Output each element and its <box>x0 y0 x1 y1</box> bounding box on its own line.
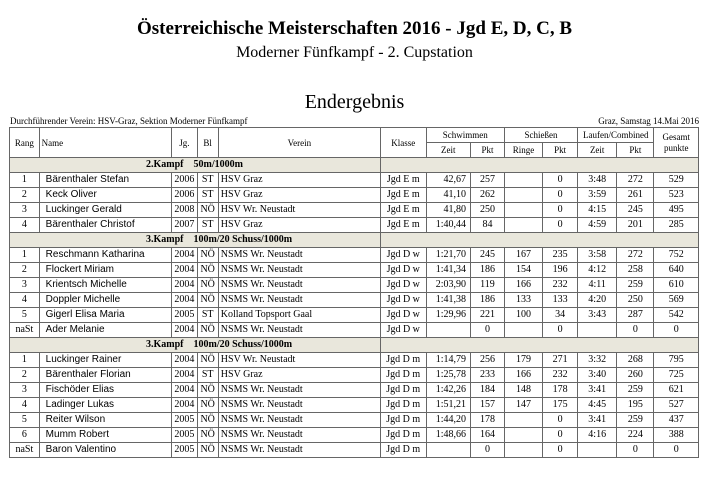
col-verein: Verein <box>218 128 380 158</box>
rank-cell: 5 <box>10 308 40 323</box>
class-cell: Jgd D m <box>380 413 426 428</box>
group-header-lead <box>10 233 381 248</box>
year-cell: 2005 <box>172 443 197 458</box>
state-cell: NÖ <box>197 278 218 293</box>
run-points-cell: 259 <box>617 383 654 398</box>
class-cell: Jgd D w <box>380 293 426 308</box>
swim-time-cell: 1:41,38 <box>426 293 471 308</box>
class-cell: Jgd D m <box>380 368 426 383</box>
club-cell: NSMS Wr. Neustadt <box>218 428 380 443</box>
rank-cell: 4 <box>10 218 40 233</box>
run-time-cell: 3:32 <box>578 353 617 368</box>
shoot-rings-cell <box>504 203 542 218</box>
name-cell: Flockert Miriam <box>39 263 171 278</box>
run-points-cell: 259 <box>617 413 654 428</box>
swim-points-cell: 245 <box>471 248 505 263</box>
page-subtitle: Moderner Fünfkampf - 2. Cupstation <box>236 44 473 61</box>
table-row <box>10 218 699 233</box>
total-points-cell: 529 <box>654 173 699 188</box>
class-cell: Jgd D m <box>380 443 426 458</box>
shoot-rings-cell <box>504 323 542 338</box>
table-row <box>10 353 699 368</box>
swim-points-cell: 186 <box>471 293 505 308</box>
class-cell: Jgd D m <box>380 383 426 398</box>
year-cell: 2004 <box>172 263 197 278</box>
shoot-rings-cell: 148 <box>504 383 542 398</box>
rank-cell: naSt <box>10 443 40 458</box>
table-row <box>10 248 699 263</box>
table-row <box>10 443 699 458</box>
shoot-rings-cell: 166 <box>504 368 542 383</box>
total-points-cell: 527 <box>654 398 699 413</box>
table-row <box>10 413 699 428</box>
run-time-cell <box>578 323 617 338</box>
swim-time-cell: 1:29,96 <box>426 308 471 323</box>
table-row <box>10 308 699 323</box>
year-cell: 2005 <box>172 308 197 323</box>
swim-time-cell: 41,10 <box>426 188 471 203</box>
run-points-cell: 268 <box>617 353 654 368</box>
name-cell: Baron Valentino <box>39 443 171 458</box>
class-cell: Jgd D w <box>380 323 426 338</box>
name-cell: Luckinger Rainer <box>39 353 171 368</box>
total-points-cell: 752 <box>654 248 699 263</box>
shoot-rings-cell <box>504 428 542 443</box>
col-bl: Bl <box>197 128 218 158</box>
total-points-cell: 523 <box>654 188 699 203</box>
swim-points-cell: 262 <box>471 188 505 203</box>
shoot-points-cell: 0 <box>543 188 578 203</box>
swim-time-cell: 2:03,90 <box>426 278 471 293</box>
table-row <box>10 428 699 443</box>
page-title: Österreichische Meisterschaften 2016 - Jgd E, D, C, B <box>137 18 572 39</box>
run-points-cell: 260 <box>617 368 654 383</box>
club-cell: HSV Graz <box>218 188 380 203</box>
class-cell: Jgd E m <box>380 218 426 233</box>
table-row <box>10 398 699 413</box>
shoot-points-cell: 0 <box>543 218 578 233</box>
results-table <box>9 127 699 458</box>
shoot-points-cell: 0 <box>543 203 578 218</box>
club-cell: NSMS Wr. Neustadt <box>218 383 380 398</box>
rank-cell: 3 <box>10 203 40 218</box>
class-cell: Jgd D w <box>380 263 426 278</box>
table-body <box>10 158 699 458</box>
group-description: 50m/1000m <box>193 159 243 170</box>
shoot-points-cell: 0 <box>543 173 578 188</box>
run-time-cell: 3:59 <box>578 188 617 203</box>
year-cell: 2005 <box>172 428 197 443</box>
rank-cell: 4 <box>10 398 40 413</box>
year-cell: 2004 <box>172 248 197 263</box>
col-schiessen: Schießen <box>504 128 577 143</box>
shoot-rings-cell: 154 <box>504 263 542 278</box>
swim-points-cell: 84 <box>471 218 505 233</box>
run-points-cell: 258 <box>617 263 654 278</box>
total-points-cell: 285 <box>654 218 699 233</box>
total-points-cell: 437 <box>654 413 699 428</box>
name-cell: Ader Melanie <box>39 323 171 338</box>
swim-points-cell: 221 <box>471 308 505 323</box>
run-time-cell: 4:16 <box>578 428 617 443</box>
table-row <box>10 278 699 293</box>
state-cell: ST <box>197 308 218 323</box>
club-cell: NSMS Wr. Neustadt <box>218 443 380 458</box>
state-cell: NÖ <box>197 443 218 458</box>
state-cell: ST <box>197 368 218 383</box>
group-description: 100m/20 Schuss/1000m <box>193 234 293 245</box>
club-cell: NSMS Wr. Neustadt <box>218 248 380 263</box>
state-cell: NÖ <box>197 398 218 413</box>
run-points-cell: 195 <box>617 398 654 413</box>
col-laufen: Laufen/Combined <box>578 128 654 143</box>
run-time-cell: 3:48 <box>578 173 617 188</box>
rank-cell: 2 <box>10 188 40 203</box>
swim-points-cell: 233 <box>471 368 505 383</box>
rank-cell: 3 <box>10 278 40 293</box>
total-points-cell: 621 <box>654 383 699 398</box>
total-points-cell: 640 <box>654 263 699 278</box>
run-time-cell: 3:41 <box>578 413 617 428</box>
state-cell: NÖ <box>197 263 218 278</box>
rank-cell: 6 <box>10 428 40 443</box>
group-header-lead <box>10 338 381 353</box>
name-cell: Reiter Wilson <box>39 413 171 428</box>
shoot-rings-cell: 133 <box>504 293 542 308</box>
total-points-cell: 0 <box>654 323 699 338</box>
name-cell: Reschmann Katharina <box>39 248 171 263</box>
table-row <box>10 263 699 278</box>
shoot-rings-cell <box>504 173 542 188</box>
year-cell: 2004 <box>172 353 197 368</box>
total-points-cell: 542 <box>654 308 699 323</box>
club-cell: NSMS Wr. Neustadt <box>218 398 380 413</box>
group-header-lead <box>10 158 381 173</box>
swim-time-cell: 1:48,66 <box>426 428 471 443</box>
table-row <box>10 383 699 398</box>
table-row <box>10 323 699 338</box>
shoot-points-cell: 0 <box>543 428 578 443</box>
state-cell: NÖ <box>197 293 218 308</box>
state-cell: NÖ <box>197 248 218 263</box>
state-cell: ST <box>197 188 218 203</box>
class-cell: Jgd D w <box>380 278 426 293</box>
club-cell: HSV Graz <box>218 218 380 233</box>
club-cell: NSMS Wr. Neustadt <box>218 293 380 308</box>
organizer-label: Durchführender Verein: HSV-Graz, Sektion Moderner Fünfkampf <box>10 116 248 126</box>
rank-cell: 5 <box>10 413 40 428</box>
group-header-row <box>10 233 699 248</box>
section-heading: Endergebnis <box>304 91 405 113</box>
shoot-rings-cell <box>504 443 542 458</box>
state-cell: NÖ <box>197 353 218 368</box>
swim-points-cell: 119 <box>471 278 505 293</box>
group-label: 3.Kampf <box>146 339 184 350</box>
state-cell: NÖ <box>197 413 218 428</box>
shoot-points-cell: 232 <box>543 278 578 293</box>
shoot-rings-cell: 100 <box>504 308 542 323</box>
total-points-cell: 495 <box>654 203 699 218</box>
name-cell: Bärenthaler Stefan <box>39 173 171 188</box>
table-header <box>10 128 699 158</box>
swim-points-cell: 257 <box>471 173 505 188</box>
class-cell: Jgd E m <box>380 203 426 218</box>
shoot-points-cell: 178 <box>543 383 578 398</box>
swim-points-cell: 164 <box>471 428 505 443</box>
rank-cell: 1 <box>10 353 40 368</box>
club-cell: NSMS Wr. Neustadt <box>218 263 380 278</box>
class-cell: Jgd D m <box>380 398 426 413</box>
swim-points-cell: 250 <box>471 203 505 218</box>
class-cell: Jgd E m <box>380 173 426 188</box>
state-cell: ST <box>197 173 218 188</box>
col-jg: Jg. <box>172 128 197 158</box>
class-cell: Jgd D w <box>380 248 426 263</box>
name-cell: Keck Oliver <box>39 188 171 203</box>
rank-cell: 4 <box>10 293 40 308</box>
name-cell: Ladinger Lukas <box>39 398 171 413</box>
shoot-points-cell: 0 <box>543 323 578 338</box>
swim-time-cell <box>426 443 471 458</box>
shoot-rings-cell: 166 <box>504 278 542 293</box>
table-row <box>10 203 699 218</box>
rank-cell: 2 <box>10 263 40 278</box>
swim-time-cell <box>426 323 471 338</box>
name-cell: Gigerl Elisa Maria <box>39 308 171 323</box>
total-points-cell: 610 <box>654 278 699 293</box>
col-schiessen-pkt: Pkt <box>543 143 578 158</box>
rank-cell: 3 <box>10 383 40 398</box>
shoot-points-cell: 235 <box>543 248 578 263</box>
run-points-cell: 0 <box>617 323 654 338</box>
run-points-cell: 272 <box>617 173 654 188</box>
group-header-fill <box>380 233 698 248</box>
club-cell: HSV Graz <box>218 368 380 383</box>
run-time-cell <box>578 443 617 458</box>
swim-time-cell: 1:25,78 <box>426 368 471 383</box>
table-row <box>10 173 699 188</box>
run-time-cell: 4:45 <box>578 398 617 413</box>
year-cell: 2005 <box>172 413 197 428</box>
col-name: Name <box>39 128 171 158</box>
name-cell: Mumm Robert <box>39 428 171 443</box>
state-cell: NÖ <box>197 323 218 338</box>
swim-points-cell: 184 <box>471 383 505 398</box>
run-time-cell: 3:40 <box>578 368 617 383</box>
group-header-fill <box>380 158 698 173</box>
total-points-cell: 795 <box>654 353 699 368</box>
swim-points-cell: 0 <box>471 443 505 458</box>
group-header-row <box>10 338 699 353</box>
swim-points-cell: 186 <box>471 263 505 278</box>
year-cell: 2008 <box>172 203 197 218</box>
group-label: 2.Kampf <box>146 159 184 170</box>
run-time-cell: 4:20 <box>578 293 617 308</box>
club-cell: HSV Graz <box>218 173 380 188</box>
col-gesamt: Gesamt punkte <box>654 128 699 158</box>
class-cell: Jgd E m <box>380 188 426 203</box>
name-cell: Krientsch Michelle <box>39 278 171 293</box>
swim-points-cell: 0 <box>471 323 505 338</box>
col-schiessen-ringe: Ringe <box>504 143 542 158</box>
place-date-label: Graz, Samstag 14.Mai 2016 <box>598 116 699 126</box>
run-time-cell: 3:41 <box>578 383 617 398</box>
shoot-rings-cell <box>504 218 542 233</box>
col-laufen-zeit: Zeit <box>578 143 617 158</box>
run-points-cell: 245 <box>617 203 654 218</box>
club-cell: HSV Wr. Neustadt <box>218 203 380 218</box>
swim-points-cell: 256 <box>471 353 505 368</box>
swim-time-cell: 41,80 <box>426 203 471 218</box>
shoot-rings-cell: 147 <box>504 398 542 413</box>
shoot-points-cell: 34 <box>543 308 578 323</box>
group-label: 3.Kampf <box>146 234 184 245</box>
shoot-points-cell: 0 <box>543 443 578 458</box>
swim-time-cell: 1:51,21 <box>426 398 471 413</box>
run-time-cell: 4:11 <box>578 278 617 293</box>
total-points-cell: 725 <box>654 368 699 383</box>
year-cell: 2007 <box>172 218 197 233</box>
run-points-cell: 224 <box>617 428 654 443</box>
name-cell: Bärenthaler Christof <box>39 218 171 233</box>
shoot-points-cell: 0 <box>543 413 578 428</box>
col-klasse: Klasse <box>380 128 426 158</box>
run-time-cell: 3:58 <box>578 248 617 263</box>
run-points-cell: 250 <box>617 293 654 308</box>
group-header-row <box>10 158 699 173</box>
shoot-points-cell: 196 <box>543 263 578 278</box>
name-cell: Bärenthaler Florian <box>39 368 171 383</box>
col-rang: Rang <box>10 128 40 158</box>
club-cell: HSV Wr. Neustadt <box>218 353 380 368</box>
name-cell: Fischöder Elias <box>39 383 171 398</box>
swim-time-cell: 1:40,44 <box>426 218 471 233</box>
class-cell: Jgd D m <box>380 428 426 443</box>
year-cell: 2006 <box>172 173 197 188</box>
swim-points-cell: 178 <box>471 413 505 428</box>
shoot-rings-cell <box>504 188 542 203</box>
year-cell: 2004 <box>172 323 197 338</box>
swim-time-cell: 42,67 <box>426 173 471 188</box>
col-laufen-pkt: Pkt <box>617 143 654 158</box>
run-points-cell: 272 <box>617 248 654 263</box>
year-cell: 2004 <box>172 398 197 413</box>
run-time-cell: 3:43 <box>578 308 617 323</box>
total-points-cell: 388 <box>654 428 699 443</box>
club-cell: Kolland Topsport Gaal <box>218 308 380 323</box>
year-cell: 2004 <box>172 383 197 398</box>
shoot-points-cell: 133 <box>543 293 578 308</box>
rank-cell: naSt <box>10 323 40 338</box>
year-cell: 2004 <box>172 278 197 293</box>
col-schwimmen: Schwimmen <box>426 128 504 143</box>
table-row <box>10 188 699 203</box>
run-time-cell: 4:59 <box>578 218 617 233</box>
name-cell: Doppler Michelle <box>39 293 171 308</box>
rank-cell: 1 <box>10 173 40 188</box>
class-cell: Jgd D w <box>380 308 426 323</box>
club-cell: NSMS Wr. Neustadt <box>218 323 380 338</box>
state-cell: NÖ <box>197 383 218 398</box>
shoot-rings-cell: 167 <box>504 248 542 263</box>
shoot-points-cell: 271 <box>543 353 578 368</box>
swim-time-cell: 1:21,70 <box>426 248 471 263</box>
shoot-rings-cell: 179 <box>504 353 542 368</box>
run-points-cell: 0 <box>617 443 654 458</box>
shoot-rings-cell <box>504 413 542 428</box>
run-time-cell: 4:15 <box>578 203 617 218</box>
club-cell: NSMS Wr. Neustadt <box>218 413 380 428</box>
year-cell: 2006 <box>172 188 197 203</box>
club-cell: NSMS Wr. Neustadt <box>218 278 380 293</box>
year-cell: 2004 <box>172 293 197 308</box>
table-row <box>10 368 699 383</box>
class-cell: Jgd D m <box>380 353 426 368</box>
run-points-cell: 201 <box>617 218 654 233</box>
state-cell: NÖ <box>197 428 218 443</box>
run-points-cell: 259 <box>617 278 654 293</box>
total-points-cell: 0 <box>654 443 699 458</box>
swim-points-cell: 157 <box>471 398 505 413</box>
col-schwimmen-zeit: Zeit <box>426 143 471 158</box>
run-time-cell: 4:12 <box>578 263 617 278</box>
state-cell: ST <box>197 218 218 233</box>
table-row <box>10 293 699 308</box>
shoot-points-cell: 175 <box>543 398 578 413</box>
group-header-fill <box>380 338 698 353</box>
total-points-cell: 569 <box>654 293 699 308</box>
name-cell: Luckinger Gerald <box>39 203 171 218</box>
swim-time-cell: 1:14,79 <box>426 353 471 368</box>
group-description: 100m/20 Schuss/1000m <box>193 339 293 350</box>
shoot-points-cell: 232 <box>543 368 578 383</box>
run-points-cell: 261 <box>617 188 654 203</box>
rank-cell: 2 <box>10 368 40 383</box>
rank-cell: 1 <box>10 248 40 263</box>
swim-time-cell: 1:44,20 <box>426 413 471 428</box>
year-cell: 2004 <box>172 368 197 383</box>
swim-time-cell: 1:42,26 <box>426 383 471 398</box>
swim-time-cell: 1:41,34 <box>426 263 471 278</box>
state-cell: NÖ <box>197 203 218 218</box>
col-schwimmen-pkt: Pkt <box>471 143 505 158</box>
run-points-cell: 287 <box>617 308 654 323</box>
